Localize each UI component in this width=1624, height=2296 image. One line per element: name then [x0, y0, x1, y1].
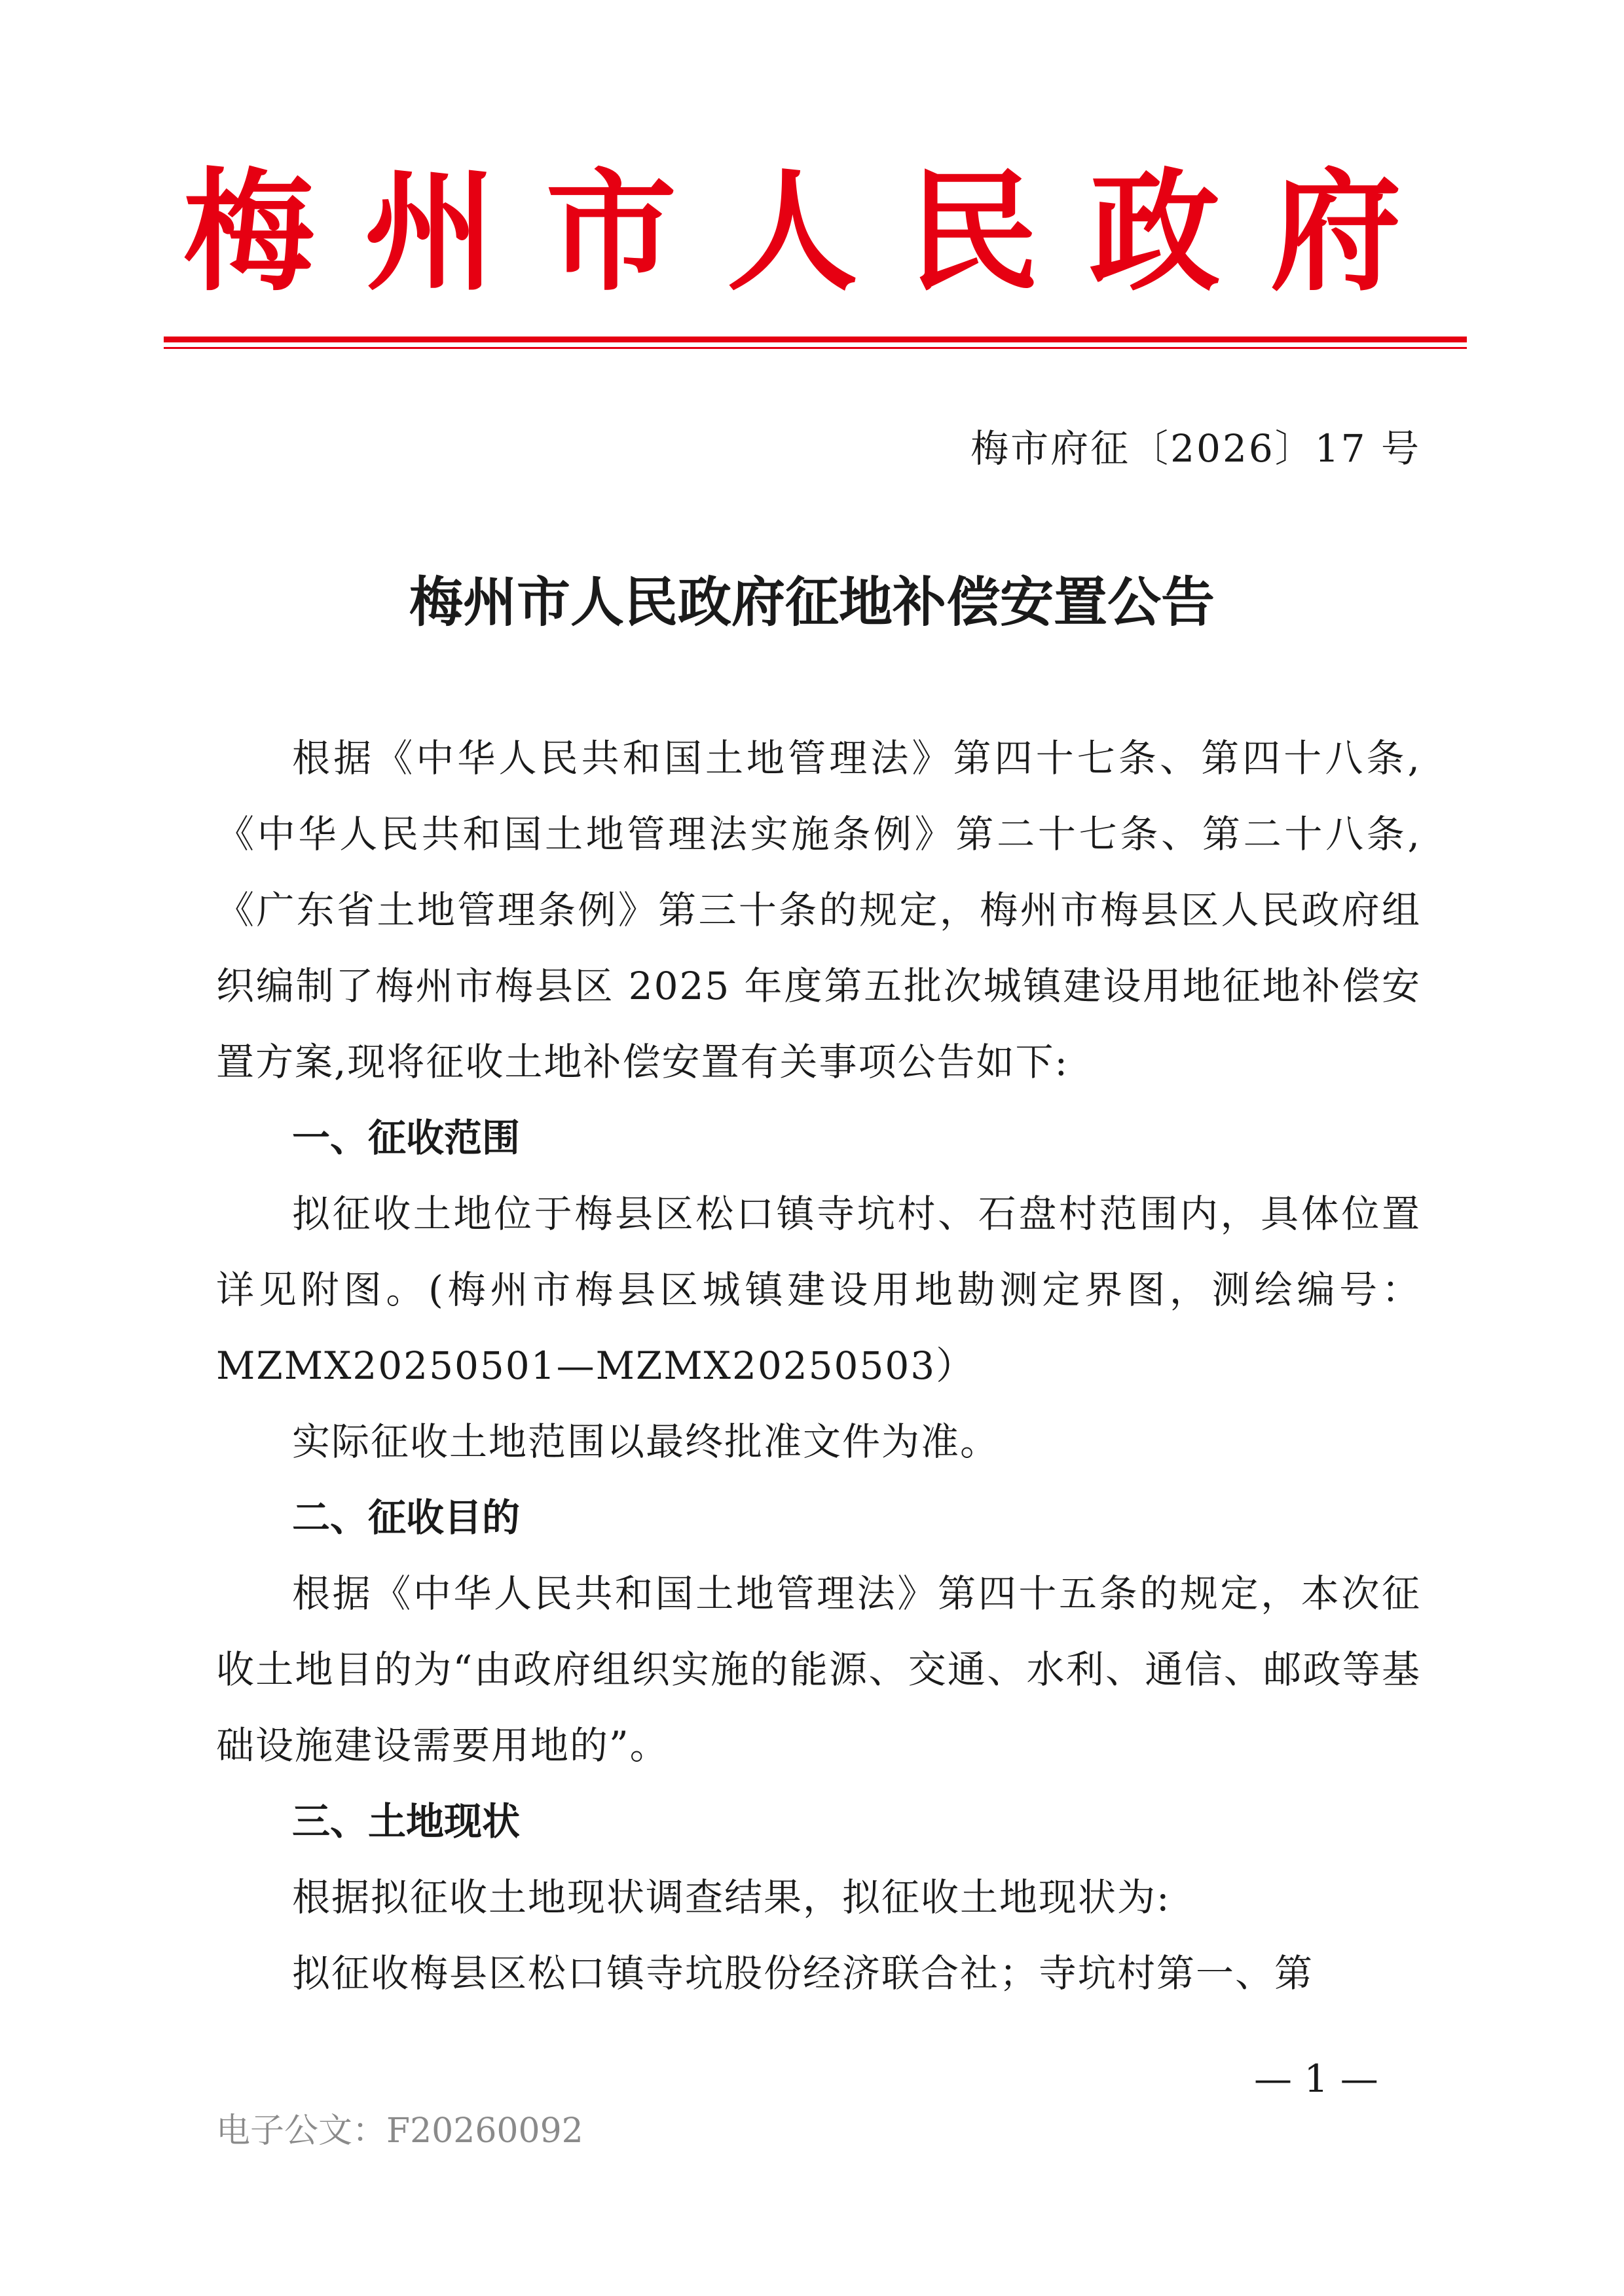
org-name-char: 府	[1270, 155, 1401, 309]
intro-paragraph: 根据《中华人民共和国土地管理法》第四十七条、第四十八条,《中华人民共和国土地管理法实施条例》第二十七条、第二十八条,《广东省土地管理条例》第三十条的规定，梅州市梅县区人民政府组织编制了梅州市梅县区 2025 年度第五批次城镇建设用地征地补偿安置方案,现将征收土地补偿安置有关事项公告如下:	[216, 736, 1421, 1084]
header-red-rule	[164, 337, 1467, 342]
page-number: — 1 —	[1254, 2056, 1378, 2101]
section-heading-purpose: 二、征收目的	[292, 1495, 521, 1540]
org-name-char: 州	[364, 155, 496, 309]
org-name-char: 梅	[183, 155, 315, 309]
document-title: 梅州市人民政府征地补偿安置公告	[409, 571, 1215, 634]
scope-note-paragraph: 实际征收土地范围以最终批准文件为准。	[292, 1419, 1000, 1464]
org-name-char: 人	[726, 155, 858, 309]
document-number: 梅市府征〔2026〕17 号	[970, 426, 1421, 471]
scope-paragraph: 拟征收土地位于梅县区松口镇寺坑村、石盘村范围内，具体位置详见附图。(梅州市梅县区城镇建设用地勘测定界图，测绘编号：MZMX20250501—MZMX20250503）	[216, 1192, 1421, 1388]
issuing-authority-header	[164, 157, 1421, 308]
purpose-paragraph: 根据《中华人民共和国土地管理法》第四十五条的规定，本次征收土地目的为“由政府组织实施的能源、交通、水利、通信、邮政等基础设施建设需要用地的”。	[216, 1571, 1421, 1768]
land-status-paragraph: 根据拟征收土地现状调查结果，拟征收土地现状为:	[292, 1875, 1171, 1920]
section-heading-land-status: 三、土地现状	[292, 1799, 521, 1844]
org-name-char: 政	[1089, 155, 1221, 309]
electronic-document-id: 电子公文：F20260092	[216, 2111, 583, 2151]
document-body	[216, 720, 1421, 2011]
land-status-detail-paragraph: 拟征收梅县区松口镇寺坑股份经济联合社；寺坑村第一、第	[292, 1951, 1314, 1995]
header-red-rule-thin	[164, 347, 1467, 349]
org-name-char: 市	[545, 155, 677, 309]
section-heading-scope: 一、征收范围	[292, 1116, 521, 1160]
org-name-char: 民	[908, 155, 1039, 309]
